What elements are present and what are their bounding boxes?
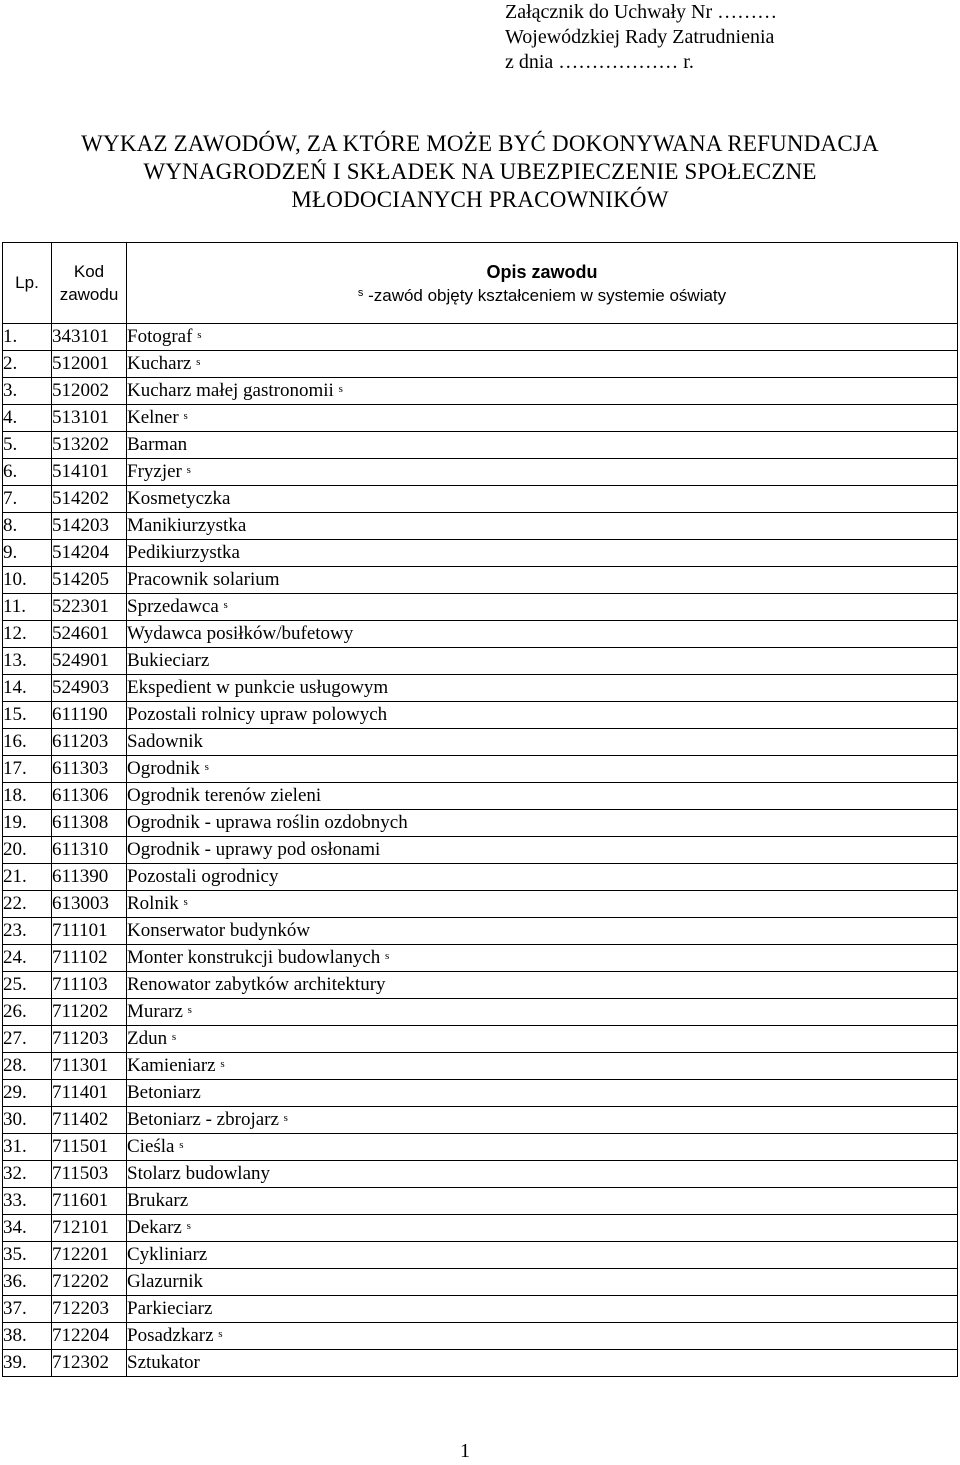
row-lp: 14. bbox=[3, 675, 52, 702]
row-description bbox=[127, 1350, 958, 1377]
row-description-text: Ogrodnik - uprawa roślin ozdobnych bbox=[127, 812, 408, 833]
row-lp: 2. bbox=[3, 351, 52, 378]
header-description-title: Opis zawodu bbox=[486, 261, 598, 282]
row-code: 514202 bbox=[52, 486, 127, 513]
header-code bbox=[52, 243, 127, 324]
row-code: 514203 bbox=[52, 513, 127, 540]
attachment-note bbox=[505, 0, 945, 75]
row-code: 524901 bbox=[52, 648, 127, 675]
row-code: 611308 bbox=[52, 810, 127, 837]
row-description bbox=[127, 675, 958, 702]
school-education-marker: s bbox=[186, 464, 191, 476]
row-code: 712204 bbox=[52, 1323, 127, 1350]
school-education-marker: s bbox=[183, 410, 188, 422]
row-lp: 36. bbox=[3, 1269, 52, 1296]
row-description bbox=[127, 864, 958, 891]
table-row bbox=[3, 540, 958, 567]
row-description-text: Kelner bbox=[127, 407, 184, 428]
row-lp: 34. bbox=[3, 1215, 52, 1242]
header-lp: Lp. bbox=[3, 243, 52, 324]
row-lp: 15. bbox=[3, 702, 52, 729]
row-description bbox=[127, 1323, 958, 1350]
row-description bbox=[127, 1053, 958, 1080]
row-description-text: Parkieciarz bbox=[127, 1298, 213, 1319]
table-row bbox=[3, 702, 958, 729]
row-description bbox=[127, 702, 958, 729]
header-description-legend bbox=[127, 284, 957, 307]
row-description bbox=[127, 1215, 958, 1242]
row-lp: 20. bbox=[3, 837, 52, 864]
row-lp: 17. bbox=[3, 756, 52, 783]
table-row bbox=[3, 1026, 958, 1053]
row-description-text: Betoniarz - zbrojarz bbox=[127, 1109, 284, 1130]
row-lp: 28. bbox=[3, 1053, 52, 1080]
row-description bbox=[127, 351, 958, 378]
table-row bbox=[3, 756, 958, 783]
row-description bbox=[127, 432, 958, 459]
row-description-text: Pedikiurzystka bbox=[127, 542, 240, 563]
row-code: 514204 bbox=[52, 540, 127, 567]
row-description-text: Cykliniarz bbox=[127, 1244, 208, 1265]
row-description-text: Monter konstrukcji budowlanych bbox=[127, 947, 386, 968]
row-description bbox=[127, 1188, 958, 1215]
row-description-text: Renowator zabytków architektury bbox=[127, 974, 386, 995]
school-education-marker: s bbox=[204, 761, 209, 773]
row-description bbox=[127, 1269, 958, 1296]
row-lp: 26. bbox=[3, 999, 52, 1026]
row-lp: 11. bbox=[3, 594, 52, 621]
row-code: 711501 bbox=[52, 1134, 127, 1161]
school-education-marker: s bbox=[338, 383, 343, 395]
row-description-text: Sztukator bbox=[127, 1352, 200, 1373]
row-code: 514101 bbox=[52, 459, 127, 486]
row-description bbox=[127, 891, 958, 918]
row-code: 711601 bbox=[52, 1188, 127, 1215]
row-lp: 21. bbox=[3, 864, 52, 891]
row-lp: 27. bbox=[3, 1026, 52, 1053]
occupations-table bbox=[2, 242, 958, 1377]
row-lp: 35. bbox=[3, 1242, 52, 1269]
row-description bbox=[127, 945, 958, 972]
table-row bbox=[3, 459, 958, 486]
row-description-text: Manikiurzystka bbox=[127, 515, 247, 536]
table-row bbox=[3, 1188, 958, 1215]
row-code: 513202 bbox=[52, 432, 127, 459]
table-row bbox=[3, 1134, 958, 1161]
row-description bbox=[127, 405, 958, 432]
document-title-line-2: WYNAGRODZEŃ I SKŁADEK NA UBEZPIECZENIE SPOŁECZNE bbox=[143, 159, 817, 184]
row-lp: 29. bbox=[3, 1080, 52, 1107]
table-row bbox=[3, 378, 958, 405]
school-education-marker: s bbox=[196, 356, 201, 368]
table-row bbox=[3, 1080, 958, 1107]
school-education-marker: s bbox=[187, 1004, 192, 1016]
row-description bbox=[127, 1080, 958, 1107]
row-description-text: Posadzkarz bbox=[127, 1325, 219, 1346]
table-row bbox=[3, 1323, 958, 1350]
row-code: 611303 bbox=[52, 756, 127, 783]
row-lp: 18. bbox=[3, 783, 52, 810]
table-row bbox=[3, 1242, 958, 1269]
table-row bbox=[3, 810, 958, 837]
row-code: 711402 bbox=[52, 1107, 127, 1134]
row-description bbox=[127, 783, 958, 810]
row-description-text: Ogrodnik - uprawy pod osłonami bbox=[127, 839, 381, 860]
row-description bbox=[127, 729, 958, 756]
table-row bbox=[3, 594, 958, 621]
row-description bbox=[127, 1296, 958, 1323]
header-code-line-1: Kod bbox=[73, 262, 105, 281]
row-lp: 8. bbox=[3, 513, 52, 540]
row-lp: 31. bbox=[3, 1134, 52, 1161]
attachment-note-line-1: Załącznik do Uchwały Nr ……… bbox=[505, 1, 778, 23]
row-code: 512002 bbox=[52, 378, 127, 405]
row-description bbox=[127, 378, 958, 405]
row-description bbox=[127, 459, 958, 486]
row-description-text: Bukieciarz bbox=[127, 650, 210, 671]
row-description-text: Rolnik bbox=[127, 893, 184, 914]
table-row bbox=[3, 432, 958, 459]
row-description bbox=[127, 486, 958, 513]
table-row bbox=[3, 999, 958, 1026]
row-description-text: Betoniarz bbox=[127, 1082, 201, 1103]
row-code: 711101 bbox=[52, 918, 127, 945]
legend-marker: s bbox=[357, 286, 364, 299]
row-description-text: Brukarz bbox=[127, 1190, 189, 1211]
row-code: 711102 bbox=[52, 945, 127, 972]
school-education-marker: s bbox=[183, 896, 188, 908]
row-code: 711203 bbox=[52, 1026, 127, 1053]
row-description bbox=[127, 513, 958, 540]
row-lp: 37. bbox=[3, 1296, 52, 1323]
row-code: 611306 bbox=[52, 783, 127, 810]
table-row bbox=[3, 864, 958, 891]
row-description-text: Fotograf bbox=[127, 326, 198, 347]
row-description-text: Kamieniarz bbox=[127, 1055, 221, 1076]
row-lp: 10. bbox=[3, 567, 52, 594]
school-education-marker: s bbox=[223, 599, 228, 611]
row-description-text: Pracownik solarium bbox=[127, 569, 280, 590]
row-code: 712201 bbox=[52, 1242, 127, 1269]
table-row bbox=[3, 918, 958, 945]
table-body bbox=[3, 324, 958, 1377]
row-description-text: Sadownik bbox=[127, 731, 203, 752]
row-description bbox=[127, 1134, 958, 1161]
table-header-row bbox=[3, 243, 958, 324]
row-description bbox=[127, 1161, 958, 1188]
row-code: 613003 bbox=[52, 891, 127, 918]
row-description-text: Wydawca posiłków/bufetowy bbox=[127, 623, 354, 644]
document-title-line-1: WYKAZ ZAWODÓW, ZA KTÓRE MOŻE BYĆ DOKONYWANA REFUNDACJA bbox=[81, 131, 879, 156]
row-description bbox=[127, 918, 958, 945]
table-row bbox=[3, 891, 958, 918]
document-title-line-3: MŁODOCIANYCH PRACOWNIKÓW bbox=[291, 187, 669, 212]
row-description bbox=[127, 810, 958, 837]
row-lp: 19. bbox=[3, 810, 52, 837]
row-description bbox=[127, 1242, 958, 1269]
row-lp: 1. bbox=[3, 324, 52, 351]
row-code: 522301 bbox=[52, 594, 127, 621]
row-description bbox=[127, 972, 958, 999]
row-description bbox=[127, 567, 958, 594]
row-code: 513101 bbox=[52, 405, 127, 432]
row-description bbox=[127, 648, 958, 675]
table-row bbox=[3, 1053, 958, 1080]
table-row bbox=[3, 1161, 958, 1188]
row-code: 712302 bbox=[52, 1350, 127, 1377]
row-code: 611390 bbox=[52, 864, 127, 891]
row-code: 611203 bbox=[52, 729, 127, 756]
table-row bbox=[3, 648, 958, 675]
table-row bbox=[3, 324, 958, 351]
row-description-text: Barman bbox=[127, 434, 188, 455]
table-row bbox=[3, 621, 958, 648]
row-code: 711202 bbox=[52, 999, 127, 1026]
table-row bbox=[3, 1107, 958, 1134]
table-row bbox=[3, 513, 958, 540]
row-description-text: Pozostali rolnicy upraw polowych bbox=[127, 704, 388, 725]
row-description bbox=[127, 837, 958, 864]
row-code: 611310 bbox=[52, 837, 127, 864]
document-title bbox=[0, 130, 960, 214]
row-code: 524903 bbox=[52, 675, 127, 702]
header-code-line-2: zawodu bbox=[59, 285, 119, 304]
row-description-text: Cieśla bbox=[127, 1136, 180, 1157]
row-lp: 23. bbox=[3, 918, 52, 945]
legend-text: -zawód objęty kształceniem w systemie oświaty bbox=[368, 285, 727, 305]
row-lp: 25. bbox=[3, 972, 52, 999]
row-lp: 12. bbox=[3, 621, 52, 648]
row-description bbox=[127, 594, 958, 621]
school-education-marker: s bbox=[218, 1328, 223, 1340]
row-lp: 38. bbox=[3, 1323, 52, 1350]
row-description-text: Fryzjer bbox=[127, 461, 187, 482]
table-row bbox=[3, 351, 958, 378]
row-code: 343101 bbox=[52, 324, 127, 351]
table-row bbox=[3, 729, 958, 756]
row-code: 611190 bbox=[52, 702, 127, 729]
row-description bbox=[127, 1107, 958, 1134]
row-description-text: Ogrodnik bbox=[127, 758, 205, 779]
row-description bbox=[127, 324, 958, 351]
row-description-text: Glazurnik bbox=[127, 1271, 203, 1292]
row-lp: 3. bbox=[3, 378, 52, 405]
row-description bbox=[127, 621, 958, 648]
row-description-text: Kosmetyczka bbox=[127, 488, 231, 509]
table-row bbox=[3, 972, 958, 999]
row-code: 514205 bbox=[52, 567, 127, 594]
row-code: 711103 bbox=[52, 972, 127, 999]
school-education-marker: s bbox=[220, 1058, 225, 1070]
row-code: 524601 bbox=[52, 621, 127, 648]
row-lp: 4. bbox=[3, 405, 52, 432]
row-description bbox=[127, 540, 958, 567]
row-description-text: Pozostali ogrodnicy bbox=[127, 866, 279, 887]
row-description-text: Stolarz budowlany bbox=[127, 1163, 271, 1184]
table-row bbox=[3, 1350, 958, 1377]
school-education-marker: s bbox=[186, 1220, 191, 1232]
header-description bbox=[127, 243, 958, 324]
row-lp: 6. bbox=[3, 459, 52, 486]
row-description bbox=[127, 756, 958, 783]
row-code: 711301 bbox=[52, 1053, 127, 1080]
school-education-marker: s bbox=[171, 1031, 177, 1043]
table-row bbox=[3, 1215, 958, 1242]
row-lp: 7. bbox=[3, 486, 52, 513]
table-row bbox=[3, 486, 958, 513]
table-row bbox=[3, 675, 958, 702]
row-description-text: Ekspedient w punkcie usługowym bbox=[127, 677, 389, 698]
table-row bbox=[3, 945, 958, 972]
table-row bbox=[3, 1296, 958, 1323]
row-lp: 30. bbox=[3, 1107, 52, 1134]
row-description bbox=[127, 999, 958, 1026]
row-description-text: Kucharz bbox=[127, 353, 197, 374]
row-code: 512001 bbox=[52, 351, 127, 378]
row-code: 712101 bbox=[52, 1215, 127, 1242]
school-education-marker: s bbox=[197, 329, 202, 341]
attachment-note-line-3: z dnia ……………… r. bbox=[505, 51, 694, 73]
table-row bbox=[3, 567, 958, 594]
row-description-text: Sprzedawca bbox=[127, 596, 224, 617]
table-row bbox=[3, 837, 958, 864]
school-education-marker: s bbox=[283, 1112, 288, 1124]
row-code: 712203 bbox=[52, 1296, 127, 1323]
row-lp: 13. bbox=[3, 648, 52, 675]
row-description-text: Zdun bbox=[127, 1028, 172, 1049]
table-row bbox=[3, 1269, 958, 1296]
school-education-marker: s bbox=[179, 1139, 184, 1151]
row-description bbox=[127, 1026, 958, 1053]
row-lp: 33. bbox=[3, 1188, 52, 1215]
row-description-text: Kucharz małej gastronomii bbox=[127, 380, 339, 401]
row-lp: 5. bbox=[3, 432, 52, 459]
row-description-text: Murarz bbox=[127, 1001, 188, 1022]
page-number: 1 bbox=[460, 1440, 470, 1462]
row-lp: 9. bbox=[3, 540, 52, 567]
row-description-text: Dekarz bbox=[127, 1217, 187, 1238]
row-description-text: Konserwator budynków bbox=[127, 920, 311, 941]
attachment-note-line-2: Wojewódzkiej Rady Zatrudnienia bbox=[505, 26, 775, 48]
school-education-marker: s bbox=[385, 950, 390, 962]
row-code: 711401 bbox=[52, 1080, 127, 1107]
row-lp: 39. bbox=[3, 1350, 52, 1377]
table-row bbox=[3, 405, 958, 432]
row-description-text: Ogrodnik terenów zieleni bbox=[127, 785, 322, 806]
row-lp: 24. bbox=[3, 945, 52, 972]
row-lp: 22. bbox=[3, 891, 52, 918]
row-code: 711503 bbox=[52, 1161, 127, 1188]
row-lp: 32. bbox=[3, 1161, 52, 1188]
table-row bbox=[3, 783, 958, 810]
row-code: 712202 bbox=[52, 1269, 127, 1296]
row-lp: 16. bbox=[3, 729, 52, 756]
